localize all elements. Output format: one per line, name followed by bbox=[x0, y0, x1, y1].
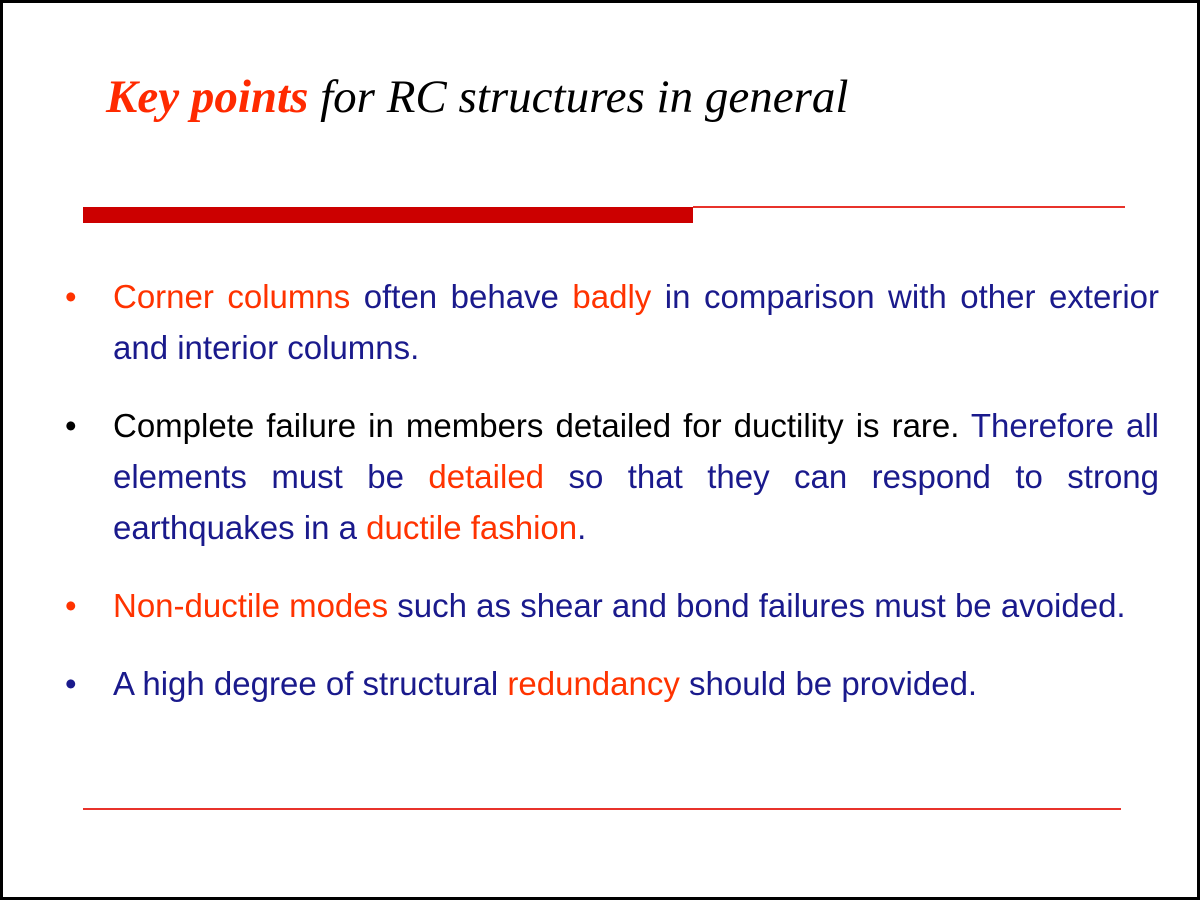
title-underline-thick bbox=[83, 207, 693, 223]
bullet-marker: • bbox=[65, 665, 77, 702]
bullet-segment: Non-ductile modes bbox=[113, 587, 389, 624]
bullet-marker: • bbox=[65, 278, 77, 315]
title-accent: Key points bbox=[106, 71, 309, 123]
bullet-segment: often behave bbox=[350, 278, 573, 315]
bullet-segment: in comparison with other exterior and interior columns. bbox=[113, 278, 1159, 366]
bullet-list bbox=[63, 271, 1159, 736]
bullet-segment: such as shear and bond failures must be avoided. bbox=[388, 587, 1126, 624]
bullet-marker: • bbox=[65, 587, 77, 624]
bullet-segment: ductile fashion bbox=[366, 509, 578, 546]
bullet-corner-columns bbox=[63, 271, 1159, 373]
bullet-complete-failure bbox=[63, 400, 1159, 553]
title-underline-thin bbox=[693, 206, 1125, 208]
bullet-segment: Therefore all elements must be bbox=[113, 407, 1159, 495]
bullet-segment: detailed bbox=[428, 458, 545, 495]
bullet-segment: A high degree of structural bbox=[113, 665, 508, 702]
bullet-segment: . bbox=[577, 509, 587, 546]
bullet-segment: Corner columns bbox=[113, 278, 351, 315]
bullet-non-ductile-modes bbox=[63, 580, 1159, 631]
bullet-segment: should be provided. bbox=[679, 665, 978, 702]
slide-title bbox=[106, 65, 848, 129]
bullet-segment: Complete failure in members detailed for ductility is rare. bbox=[113, 407, 960, 444]
title-rest: for RC structures in general bbox=[308, 71, 849, 123]
bullet-segment: badly bbox=[572, 278, 652, 315]
bullet-segment: so that they can respond to strong earthquakes in a bbox=[113, 458, 1160, 546]
bottom-rule bbox=[83, 808, 1121, 810]
bullet-redundancy bbox=[63, 658, 1159, 709]
bullet-marker: • bbox=[65, 407, 77, 444]
bullet-segment: redundancy bbox=[507, 665, 680, 702]
